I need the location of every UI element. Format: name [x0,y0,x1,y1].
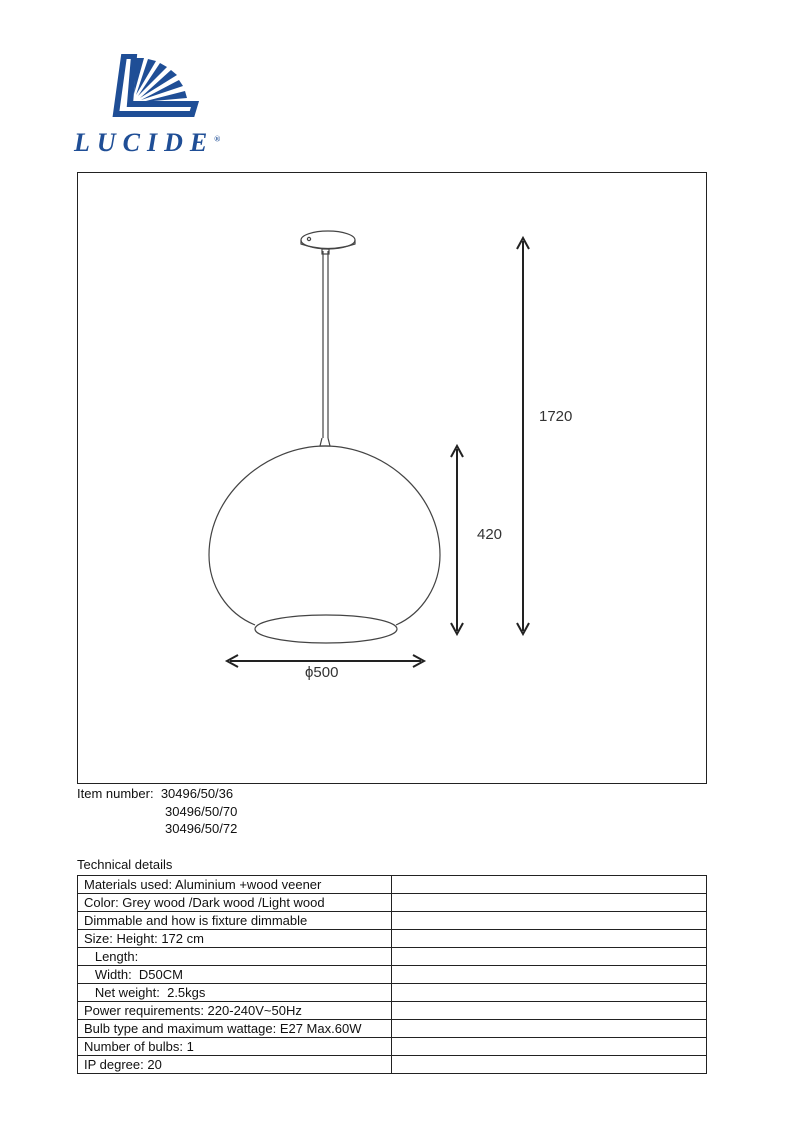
spec-label: Color: Grey wood /Dark wood /Light wood [78,894,392,912]
item-number-row [77,803,237,821]
total-height-dimension [517,238,529,634]
item-number-value: 30496/50/70 [165,803,238,819]
spec-value [392,1056,707,1074]
globe-shade [209,446,440,643]
table-row [78,912,707,930]
table-row [78,1020,707,1038]
technical-details-table [77,875,707,1074]
lucide-logo [74,54,224,158]
logo-wordmark: LUCIDE® [74,128,221,157]
lucide-logo-mark-icon [74,54,224,126]
table-row [78,894,707,912]
table-row [78,930,707,948]
suspension-cord [320,249,330,446]
spec-label: Power requirements: 220-240V~50Hz [78,1002,392,1020]
spec-label: Net weight: 2.5kgs [78,984,392,1002]
spec-value [392,894,707,912]
table-row [78,948,707,966]
spec-value [392,912,707,930]
spec-value [392,930,707,948]
table-row [78,1056,707,1074]
table-row [78,876,707,894]
spec-label: IP degree: 20 [78,1056,392,1074]
spec-value [392,1002,707,1020]
spec-label: Materials used: Aluminium +wood veener [78,876,392,894]
total-height-label: 1720 [539,408,573,425]
table-row [78,966,707,984]
shade-height-dimension [451,446,463,634]
spec-value [392,1020,707,1038]
spec-label: Number of bulbs: 1 [78,1038,392,1056]
spec-label: Bulb type and maximum wattage: E27 Max.60W [78,1020,392,1038]
spec-label: Length: [78,948,392,966]
pendant-lamp-drawing [78,173,708,785]
spec-label: Dimmable and how is fixture dimmable [78,912,392,930]
item-number-row [77,785,237,803]
diameter-label: ϕ500 [305,664,339,681]
product-drawing-frame [77,172,707,784]
technical-details-title: Technical details [77,857,173,872]
spec-value [392,876,707,894]
ceiling-canopy [301,231,355,249]
item-number-row [77,820,237,838]
spec-value [392,948,707,966]
spec-value [392,984,707,1002]
table-row [78,1002,707,1020]
item-numbers [77,785,237,838]
spec-value [392,1038,707,1056]
item-number-value: 30496/50/36 [160,786,234,801]
spec-label: Size: Height: 172 cm [78,930,392,948]
item-number-value: 30496/50/72 [165,821,238,836]
table-row [78,984,707,1002]
spec-label: Width: D50CM [78,966,392,984]
table-row [78,1038,707,1056]
item-number-label: Item number: [77,786,154,801]
spec-value [392,966,707,984]
shade-height-label: 420 [477,526,503,543]
